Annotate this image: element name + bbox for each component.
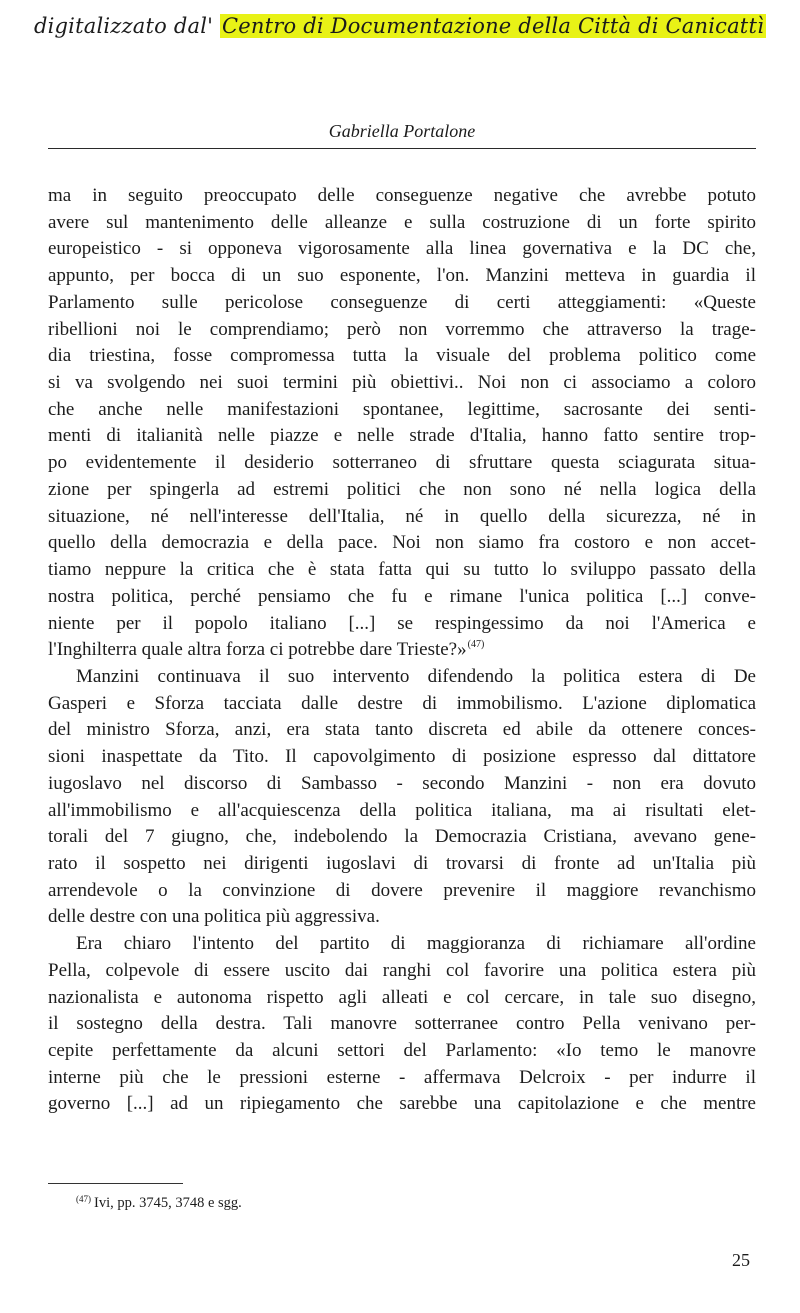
running-head: Gabriella Portalone [328, 121, 476, 141]
text-line: ribellioni noi le comprendiamo; però non vorremmo che attraverso la trage- [48, 318, 756, 340]
text-line: tiamo neppure la critica che è stata fatta qui su tutto lo sviluppo passato della [48, 559, 756, 581]
text-line: Pella, colpevole di essere uscito dai ranghi col favorire una politica estera più [48, 959, 756, 981]
text-line: il sostegno della destra. Tali manovre sotterranee contro Pella venivano per- [48, 1013, 756, 1035]
text-line: niente per il popolo italiano [...] se respingessimo da noi l'America e [48, 612, 756, 634]
text-line: che anche nelle manifestazioni spontanee, legittime, sacrosante dei senti- [48, 398, 756, 420]
digitization-watermark [0, 14, 800, 38]
text-line: zione per spingerla ad estremi politici che non sono né nella logica della [48, 478, 756, 500]
text-line: Parlamento sulle pericolose conseguenze di certi atteggiamenti: «Queste [48, 291, 756, 313]
text-line: iugoslavo nel discorso di Sambasso - secondo Manzini - non era dovuto [48, 772, 756, 794]
text-line: europeistico - si opponeva vigorosamente alla linea governativa e la DC che, [48, 238, 756, 260]
text-line: governo [...] ad un ripiegamento che sarebbe una capitolazione e che mentre [48, 1093, 756, 1115]
watermark-highlight: Centro di Documentazione della Città di Canicattì [222, 14, 765, 38]
text-line [48, 637, 756, 664]
text-line: si va svolgendo nei suoi termini più obiettivi.. Noi non ci associamo a coloro [48, 372, 756, 394]
text-line: Gasperi e Sforza tacciata dalle destre di immobilismo. L'azione diplomatica [48, 692, 756, 714]
text-line: avere sul mantenimento delle alleanze e sulla costruzione di un forte spirito [48, 211, 756, 233]
header-rule [48, 148, 756, 149]
text-line: cepite perfettamente da alcuni settori del Parlamento: «Io temo le manovre [48, 1040, 756, 1061]
text-line: dia triestina, fosse compromessa tutta la visuale del problema politico come [48, 345, 756, 367]
text-line: delle destre con una politica più aggressiva. [48, 906, 380, 928]
text-line: situazione, né nell'interesse dell'Italia, né in quello della sicurezza, né in [48, 505, 756, 527]
text-line: all'immobilismo e all'acquiescenza della politica italiana, ma ai risultati elet- [48, 799, 756, 821]
page-number: 25 [732, 1250, 750, 1270]
text-line: ma in seguito preoccupato delle conseguenze negative che avrebbe potuto [48, 185, 756, 206]
body-text [48, 183, 756, 1118]
text-line: del ministro Sforza, anzi, era stata tanto discreta ed abile da ottenere conces- [48, 719, 756, 741]
text-line: rato il sospetto nei dirigenti iugoslavi di trovarsi di fronte ad un'Italia più [48, 852, 756, 874]
text-line: appunto, per bocca di un suo esponente, l'on. Manzini metteva in guardia il [48, 265, 756, 287]
footnote-rule [48, 1183, 183, 1184]
text-line: arrendevole o la convinzione di dovere prevenire il maggiore revanchismo [48, 879, 756, 901]
footnote-mark: (47) [76, 1194, 91, 1204]
text-line: sioni inaspettate da Tito. Il capovolgimento di posizione espresso dal dittatore [48, 746, 756, 768]
text-line: torali del 7 giugno, che, indebolendo la Democrazia Cristiana, avevano gene- [48, 826, 756, 848]
text-line: Era chiaro l'intento del partito di maggioranza di richiamare all'ordine [76, 933, 756, 955]
text-line: Manzini continuava il suo intervento difendendo la politica estera di De [76, 665, 756, 687]
text-line: po evidentemente il desiderio sotterraneo di sfruttare questa sciagurata situa- [48, 452, 756, 474]
watermark-prefix: digitalizzato dal' [33, 14, 221, 38]
text-line: interne più che le pressioni esterne - affermava Delcroix - per indurre il [48, 1066, 756, 1088]
text-line-content: l'Inghilterra quale altra forza ci potrebbe dare Trieste?» [48, 639, 467, 661]
footnote-reference[interactable]: (47) [467, 639, 485, 651]
text-line: quello della democrazia e della pace. Noi non siamo fra costoro e non accet- [48, 532, 756, 554]
text-line: nazionalista e autonoma rispetto agli alleati e col cercare, in tale suo disegno, [48, 986, 756, 1008]
text-line: menti di italianità nelle piazze e nelle strade d'Italia, hanno fatto sentire trop- [48, 425, 756, 447]
text-line: nostra politica, perché pensiamo che fu e rimane l'unica politica [...] conve- [48, 585, 756, 607]
footnote [76, 1194, 242, 1212]
footnote-text: Ivi, pp. 3745, 3748 e sgg. [94, 1195, 242, 1211]
